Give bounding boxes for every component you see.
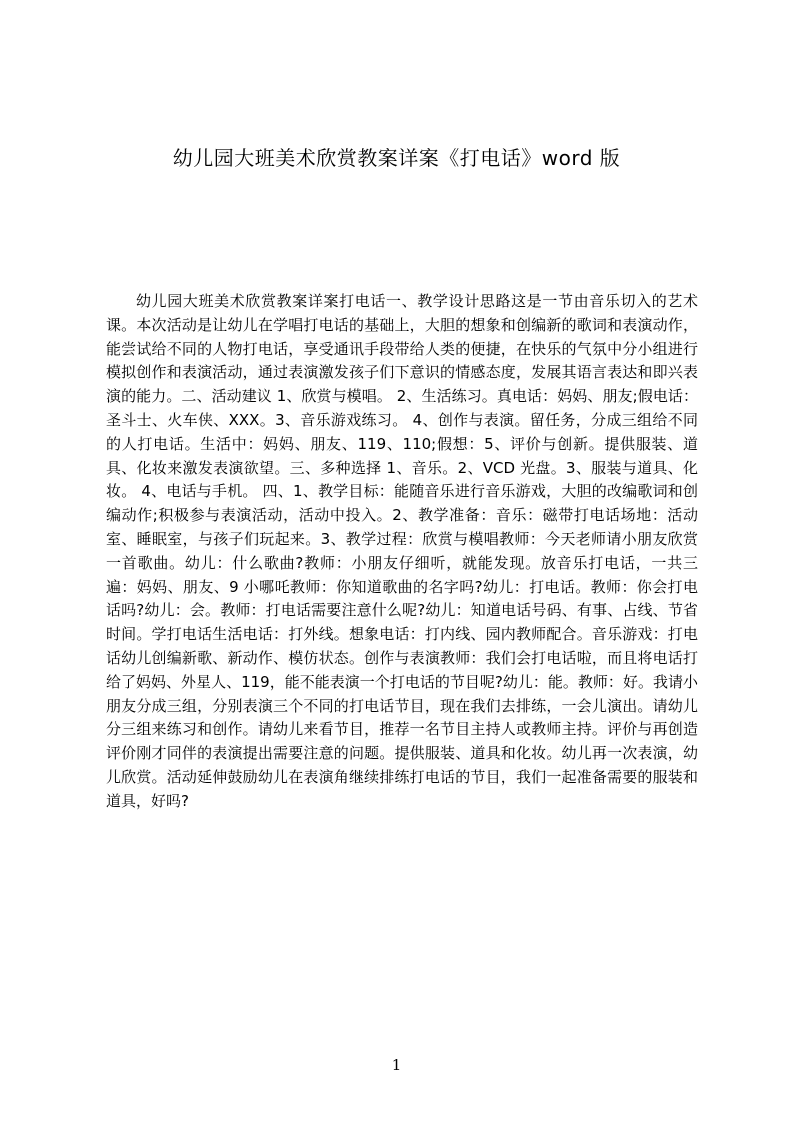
document-title: 幼儿园大班美术欣赏教案详案《打电话》word 版	[172, 146, 621, 170]
document-body-paragraph: 幼儿园大班美术欣赏教案详案打电话一、教学设计思路这是一节由音乐切入的艺术课。本次活动是让幼儿在学唱打电话的基础上，大胆的想象和创编新的歌词和表演动作，能尝试给不同的人物打电话，享受通讯手段带给人类的便捷，在快乐的气氛中分小组进行模拟创作和表演活动，通过表演激发孩子们下意识的情感态度，发展其语言表达和即兴表演的能力。二、活动建议 1、欣赏与模唱。 2、生活练习。真电话：妈妈、朋友;假电话：圣斗士、火车侠、XXX。3、音乐游戏练习。 4、创作与表演。留任务，分成三组给不同的人打电话。生活中：妈妈、朋友、119、110;假想：5、评价与创新。提供服装、道具、化妆来激发表演欲望。三、多种选择 1、音乐。2、VCD 光盘。3、服装与道具、化妆。 4、电话与手机。 四、1、教学目标：能随音乐进行音乐游戏，大胆的改编歌词和创编动作;积极参与表演活动，活动中投入。2、教学准备：音乐：磁带打电话场地：活动室、睡眠室，与孩子们玩起来。3、教学过程：欣赏与模唱教师：今天老师请小朋友欣赏一首歌曲。幼儿：什么歌曲?教师：小朋友仔细听，就能发现。放音乐打电话，一共三遍：妈妈、朋友、9 小哪吒教师：你知道歌曲的名字吗?幼儿：打电话。教师：你会打电话吗?幼儿：会。教师：打电话需要注意什么呢?幼儿：知道电话号码、有事、占线、节省时间。学打电话生活电话：打外线。想象电话：打内线、园内教师配合。音乐游戏：打电话幼儿创编新歌、新动作、模仿状态。创作与表演教师：我们会打电话啦，而且将电话打给了妈妈、外星人、119，能不能表演一个打电话的节目呢?幼儿：能。教师：好。我请小朋友分成三组，分别表演三个不同的打电话节目，现在我们去排练，一会儿演出。请幼儿分三组来练习和创作。请幼儿来看节目，推荐一名节目主持人或教师主持。评价与再创造评价刚才同伴的表演提出需要注意的问题。提供服装、道具和化妆。幼儿再一次表演，幼儿欣赏。活动延伸鼓励幼儿在表演角继续排练打电话的节目，我们一起准备需要的服装和道具，好吗?	[106, 292, 698, 810]
page-number: 1	[391, 1056, 402, 1074]
